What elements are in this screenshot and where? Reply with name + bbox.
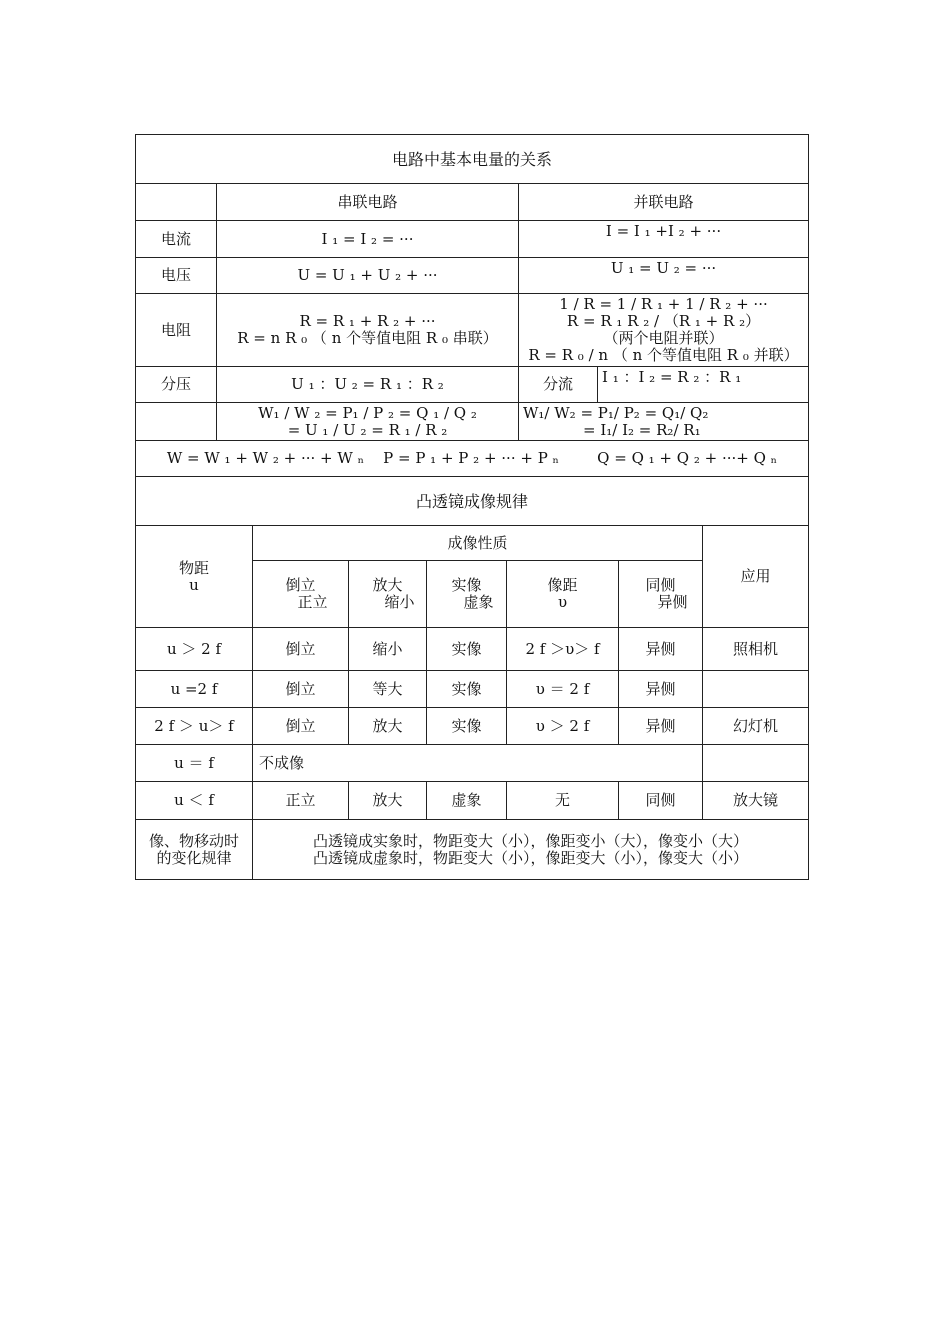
blank-corner-cell — [136, 184, 217, 221]
motion-label-line-2: 的变化规律 — [156, 848, 232, 867]
parallel-resistance-formulas — [519, 294, 809, 367]
row1-size: 缩小 — [349, 628, 427, 671]
ratio-blank-cell — [136, 403, 217, 441]
row2-side: 异侧 — [619, 671, 703, 708]
orientation-line-2: 正立 — [297, 593, 328, 611]
virtual-application: 放大镜 — [703, 782, 809, 820]
voltage-divider-formula: U ₁ ：U ₂ = R ₁ ：R ₂ — [217, 367, 519, 403]
object-distance-symbol: u — [189, 575, 199, 594]
application-header: 应用 — [703, 526, 809, 628]
series-resistance-formulas — [217, 294, 519, 367]
side-line-1: 同侧 — [645, 576, 676, 594]
series-current-formula: I ₁ = I ₂ = ··· — [217, 221, 519, 258]
image-kind-line-1: 实像 — [451, 576, 482, 594]
row3-image-distance: υ ＞ 2 f — [507, 708, 619, 745]
circuit-title: 电路中基本电量的关系 — [136, 135, 809, 184]
lens-table — [135, 476, 809, 880]
current-divider-formula: I ₁ ：I ₂ = R ₂ ：R ₁ — [598, 367, 809, 403]
row2-object-distance: u =2 f — [136, 671, 253, 708]
series-resistance-line-2: R = n R ₀ （ n 个等值电阻 R ₀ 串联） — [237, 329, 498, 347]
parallel-ratio-formulas — [519, 403, 809, 441]
side-subheader — [619, 561, 703, 628]
row2-image-distance: υ ＝ 2 f — [507, 671, 619, 708]
series-ratio-line-2: = U ₁ / U ₂ = R ₁ / R ₂ — [287, 420, 448, 439]
resistance-label: 电阻 — [136, 294, 217, 367]
image-nature-header: 成像性质 — [253, 526, 703, 561]
parallel-header: 并联电路 — [519, 184, 809, 221]
side-line-2: 异侧 — [657, 593, 688, 611]
voltage-label: 电压 — [136, 258, 217, 294]
circuit-table — [135, 134, 809, 477]
parallel-resistance-line-3: （两个电阻并联） — [603, 329, 724, 347]
row1-orientation: 倒立 — [253, 628, 349, 671]
focal-application — [703, 745, 809, 782]
row1-application: 照相机 — [703, 628, 809, 671]
totals-formula: W = W ₁ + W ₂ + ··· + W ₙ P = P ₁ + P ₂ + ··· + P ₙ Q = Q ₁ + Q ₂ + ···+ Q ₙ — [136, 441, 809, 477]
virtual-size: 放大 — [349, 782, 427, 820]
virtual-image-kind: 虚象 — [427, 782, 507, 820]
size-subheader — [349, 561, 427, 628]
virtual-side: 同侧 — [619, 782, 703, 820]
parallel-current-formula: I = I ₁ +I ₂ + ··· — [519, 221, 809, 258]
parallel-voltage-formula: U ₁ = U ₂ = ··· — [519, 258, 809, 294]
object-distance-header — [136, 526, 253, 628]
row1-image-kind: 实像 — [427, 628, 507, 671]
image-distance-subheader — [507, 561, 619, 628]
parallel-resistance-line-1: 1 / R = 1 / R ₁ + 1 / R ₂ + ··· — [559, 295, 768, 313]
size-line-1: 放大 — [372, 576, 403, 594]
row3-size: 放大 — [349, 708, 427, 745]
physics-reference-sheet — [135, 134, 808, 880]
image-distance-symbol: υ — [557, 593, 568, 611]
row3-orientation: 倒立 — [253, 708, 349, 745]
motion-rule-label — [136, 820, 253, 880]
voltage-divider-label: 分压 — [136, 367, 217, 403]
image-kind-subheader — [427, 561, 507, 628]
current-divider-label: 分流 — [519, 367, 598, 403]
object-distance-label: 物距 — [178, 558, 209, 577]
motion-rule-text — [253, 820, 809, 880]
virtual-orientation: 正立 — [253, 782, 349, 820]
row2-image-kind: 实像 — [427, 671, 507, 708]
row2-orientation: 倒立 — [253, 671, 349, 708]
virtual-object-distance: u ＜ f — [136, 782, 253, 820]
virtual-image-distance: 无 — [507, 782, 619, 820]
image-distance-label: 像距 — [547, 576, 578, 594]
orientation-subheader — [253, 561, 349, 628]
row3-application: 幻灯机 — [703, 708, 809, 745]
orientation-line-1: 倒立 — [285, 576, 316, 594]
series-voltage-formula: U = U ₁ + U ₂ + ··· — [217, 258, 519, 294]
motion-rule-real: 凸透镜成实象时，物距变大（小），像距变小（大），像变小（大） — [313, 831, 749, 850]
series-ratio-formulas — [217, 403, 519, 441]
lens-title: 凸透镜成像规律 — [136, 477, 809, 526]
row1-image-distance: 2 f ＞υ＞ f — [507, 628, 619, 671]
focal-object-distance: u ＝ f — [136, 745, 253, 782]
parallel-ratio-line-1: W₁/ W₂ = P₁/ P₂ = Q₁/ Q₂ — [523, 403, 709, 422]
row3-object-distance: 2 f ＞ u＞ f — [136, 708, 253, 745]
motion-rule-virtual: 凸透镜成虚象时，物距变大（小），像距变大（小），像变大（小） — [313, 848, 749, 867]
parallel-ratio-line-2: = I₁/ I₂ = R₂/ R₁ — [583, 420, 701, 439]
image-kind-line-2: 虚象 — [463, 593, 494, 611]
series-ratio-line-1: W₁ / W ₂ = P₁ / P ₂ = Q ₁ / Q ₂ — [258, 403, 477, 422]
row3-image-kind: 实像 — [427, 708, 507, 745]
motion-label-line-1: 像、物移动时 — [148, 831, 239, 850]
row3-side: 异侧 — [619, 708, 703, 745]
row1-side: 异侧 — [619, 628, 703, 671]
size-line-2: 缩小 — [384, 593, 415, 611]
current-label: 电流 — [136, 221, 217, 258]
row2-application — [703, 671, 809, 708]
series-resistance-line-1: R = R ₁ + R ₂ + ··· — [299, 312, 436, 330]
parallel-resistance-line-2: R = R ₁ R ₂ / （R ₁ + R ₂） — [566, 312, 761, 330]
series-header: 串联电路 — [217, 184, 519, 221]
no-image-text: 不成像 — [253, 745, 703, 782]
row1-object-distance: u ＞ 2 f — [136, 628, 253, 671]
parallel-resistance-line-4: R = R ₀ / n （ n 个等值电阻 R ₀ 并联） — [528, 346, 799, 364]
row2-size: 等大 — [349, 671, 427, 708]
